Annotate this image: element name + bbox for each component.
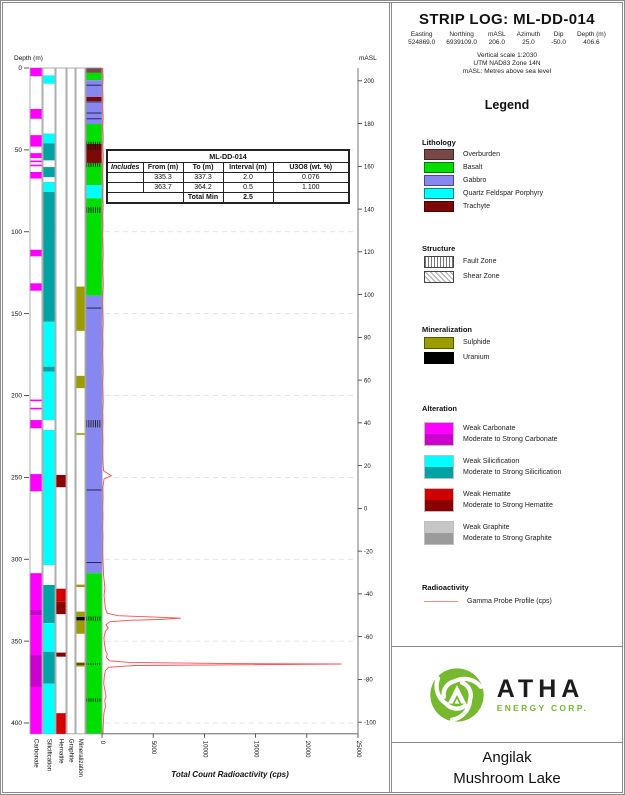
svg-text:160: 160 (364, 164, 375, 171)
legend-item-trachyte: Trachyte (424, 201, 622, 212)
coord-azimuth: Azimuth 25.0 (516, 31, 541, 46)
svg-text:120: 120 (364, 250, 375, 257)
legend-item-qfp: Quartz Feldspar Porphyry (424, 188, 622, 199)
svg-text:100: 100 (11, 228, 22, 236)
header-and-legend-box (392, 3, 622, 646)
svg-text:Depth (m): Depth (m) (14, 55, 43, 62)
svg-text:250: 250 (11, 474, 22, 482)
legend-item-silicification: Weak Silicification Moderate to Strong Silicification (424, 455, 622, 479)
coord-depth: Depth (m) 406.6 (576, 31, 606, 46)
masl-axis (358, 55, 377, 734)
svg-text:Silicification: Silicification (45, 738, 53, 772)
svg-text:20: 20 (364, 463, 371, 470)
includes-header: Includes (107, 163, 143, 173)
company-subtitle: ENERGY CORP. (496, 702, 589, 713)
svg-text:140: 140 (364, 207, 375, 214)
trachyte-swatch (424, 201, 454, 212)
svg-text:0: 0 (364, 506, 368, 513)
svg-text:Mineralization: Mineralization (77, 738, 84, 777)
svg-text:350: 350 (11, 638, 22, 646)
legend-item-graphite: Weak Graphite Moderate to Strong Graphite (424, 521, 622, 545)
svg-text:50: 50 (14, 147, 22, 155)
svg-text:400: 400 (11, 720, 22, 728)
coord-easting: Easting 524869.0 (408, 31, 436, 46)
legend-item-overburden: Overburden (424, 149, 622, 160)
svg-text:-40: -40 (364, 592, 373, 599)
svg-text:0: 0 (99, 740, 105, 745)
hematite-swatch (424, 488, 454, 512)
to-header: To (m) (183, 163, 223, 173)
total-min-label: Total Min (183, 193, 223, 204)
legend-item-sulphide: Sulphide (424, 336, 622, 349)
svg-text:200: 200 (364, 79, 375, 86)
gabbro-swatch (424, 175, 454, 186)
atha-logo-icon (426, 664, 488, 726)
qfp-swatch (424, 188, 454, 199)
collar-coordinates (392, 31, 622, 47)
svg-text:Graphite: Graphite (67, 738, 75, 763)
radioactivity-heading: Radioactivity (422, 583, 469, 592)
structure-heading: Structure (422, 244, 456, 253)
svg-text:-80: -80 (364, 677, 373, 684)
legend-item-fault-zone: Fault Zone (424, 255, 622, 268)
project-box (392, 742, 622, 792)
coord-dip: Dip -50.0 (551, 31, 566, 46)
carbonate-swatch (424, 422, 454, 446)
table-row: 335.3 337.3 2.0 0.076 (107, 173, 349, 183)
legend-item-uranium: Uranium (424, 351, 622, 364)
company-logo-box (392, 646, 622, 742)
overburden-swatch (424, 149, 454, 160)
gamma-line-swatch (424, 601, 458, 602)
svg-text:-100: -100 (364, 720, 377, 727)
includes-table-title: ML-DD-014 (107, 150, 349, 163)
svg-text:80: 80 (364, 335, 371, 342)
svg-text:200: 200 (11, 392, 22, 400)
svg-text:mASL: mASL (359, 55, 377, 62)
svg-text:40: 40 (364, 421, 371, 428)
property-name: Mushroom Lake (453, 770, 561, 787)
uranium-swatch (424, 352, 454, 364)
svg-text:20000: 20000 (303, 740, 310, 758)
fault-zone-swatch (424, 256, 454, 268)
from-header: From (m) (143, 163, 183, 173)
total-min-value: 2.5 (223, 193, 273, 204)
legend-item-gabbro: Gabbro (424, 175, 622, 186)
map-notes (392, 52, 622, 76)
svg-text:-20: -20 (364, 549, 373, 556)
mineralization-heading: Mineralization (422, 325, 473, 334)
svg-text:180: 180 (364, 121, 375, 128)
sulphide-swatch (424, 337, 454, 349)
page-title: STRIP LOG: ML-DD-014 (418, 11, 596, 28)
coord-northing: Northing 6939109.0 (446, 31, 477, 46)
shear-zone-swatch (424, 271, 454, 283)
legend-item-basalt: Basalt (424, 162, 622, 173)
right-panel (389, 3, 622, 792)
legend-item-hematite: Weak Hematite Moderate to Strong Hematite (424, 488, 622, 512)
project-name: Angilak (482, 749, 532, 766)
svg-text:0: 0 (18, 65, 22, 73)
coord-masl: mASL 206.0 (487, 31, 506, 46)
basalt-swatch (424, 162, 454, 173)
company-name: ATHA (496, 674, 585, 703)
svg-text:10000: 10000 (201, 740, 208, 758)
svg-text:60: 60 (364, 378, 371, 385)
svg-text:Hematite: Hematite (57, 738, 65, 764)
lithology-heading: Lithology (422, 138, 456, 147)
interval-header: Interval (m) (223, 163, 273, 173)
note-datum: UTM NAD83 Zone 14N (473, 60, 541, 67)
table-row: 363.7 364.2 0.5 1.100 (107, 183, 349, 193)
lithology-strip (86, 68, 102, 734)
silicification-swatch (424, 455, 454, 479)
note-masl: mASL: Metres above sea level (462, 68, 552, 75)
svg-text:25000: 25000 (355, 740, 361, 758)
svg-text:15000: 15000 (252, 740, 259, 758)
note-scale: Vertical scale 1:2030 (477, 52, 537, 59)
svg-text:300: 300 (11, 556, 22, 564)
cps-axis (99, 734, 361, 779)
legend-item-shear-zone: Shear Zone (424, 270, 622, 283)
svg-text:Total Count Radioactivity (cps: Total Count Radioactivity (cps) (171, 770, 289, 779)
graphite-swatch (424, 521, 454, 545)
includes-table (106, 149, 350, 204)
legend-item-carbonate: Weak Carbonate Moderate to Strong Carbonate (424, 422, 622, 446)
silicification-strip (43, 75, 54, 733)
total-row (107, 193, 349, 204)
svg-text:100: 100 (364, 292, 375, 299)
u3o8-header: U3O8 (wt. %) (273, 163, 349, 173)
alteration-heading: Alteration (422, 404, 458, 413)
svg-text:150: 150 (11, 310, 22, 318)
svg-text:5000: 5000 (150, 740, 157, 755)
svg-text:Carbonate: Carbonate (32, 738, 40, 768)
strip-log-plot (3, 3, 389, 792)
column-labels (33, 739, 85, 778)
svg-text:-60: -60 (364, 634, 373, 641)
legend-item-gamma-profile: Gamma Probe Profile (cps) (424, 598, 622, 605)
legend-title: Legend (484, 98, 530, 112)
